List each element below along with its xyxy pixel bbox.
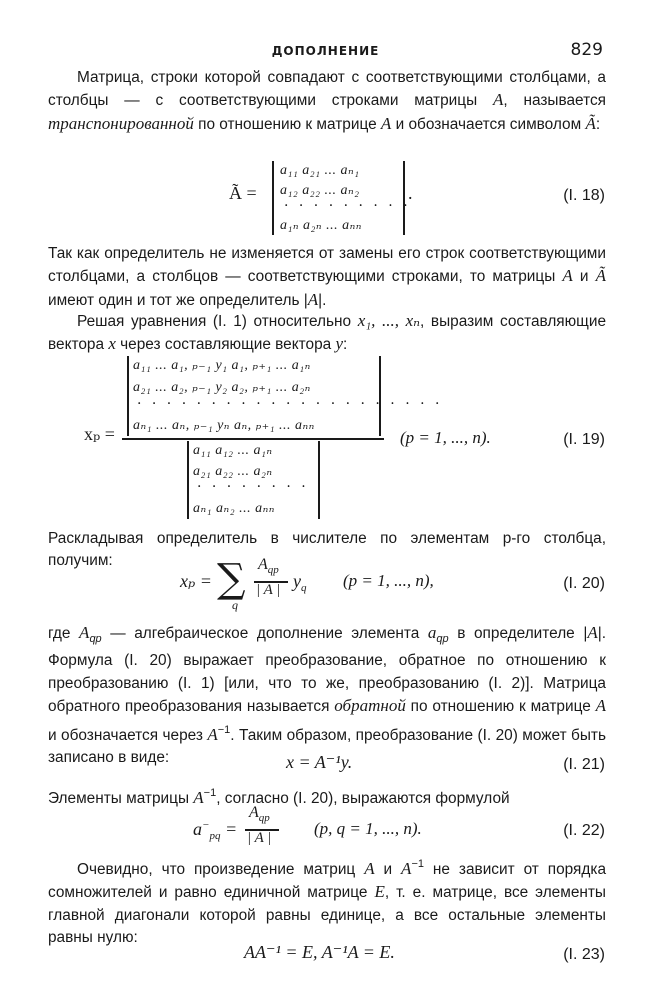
eq19-num-left-bar <box>127 356 129 436</box>
eq18-row-3: a₁ₙ a₂ₙ ... aₙₙ <box>280 218 362 233</box>
eq19-den-dots: · · · · · · · · <box>197 479 309 495</box>
page-number: 829 <box>570 40 603 60</box>
eq21-formula: x = A⁻¹y. <box>286 752 353 772</box>
eq18-left-bar <box>272 161 274 235</box>
eq19-num-dots: · · · · · · · · · · · · · · · · · · · · · <box>137 396 443 412</box>
paragraph-identity-matrix: Очевидно, что произведение матриц A и $A^{-1}$ не зависит от порядка сомножителей и равно единичной матрице E, т. е. матрице, все элементы главной диагонали которой равны единице, а все остальные элементы равны нулю: <box>48 858 607 947</box>
paragraph-transpose-definition: Матрица, строки которой совпадают с соответствующими столбцами, а столбцы — с соответствующими строками матрицы A, называется транспонированной по отношению к матрице A и обозначается символом Ã: <box>48 69 607 133</box>
eq21-number: (I. 21) <box>563 756 605 773</box>
paragraph-solving-equations: Решая уравнения (I. 1) относительно x₁, ..., xₙ, выразим составляющие вектора x через составляющие вектора y: <box>48 311 607 354</box>
eq19-den-left-bar <box>187 441 189 519</box>
eq19-num-row-2: a₂₁ ... a₂, ₚ₋₁ y₂ a₂, ₚ₊₁ ... a₂ₙ <box>133 380 311 395</box>
eq19-condition: (p = 1, ..., n). <box>400 428 491 447</box>
eq20-lhs: xₚ = <box>180 571 212 591</box>
eq22-lhs: $a^-_{pq}$ = <box>193 819 238 842</box>
paragraph-inverse-elements: Элементы матрицы $A^{-1}$, согласно (I. 20), выражаются формулой <box>48 787 510 807</box>
eq22-number: (I. 22) <box>563 822 605 839</box>
eq22-condition: (p, q = 1, ..., n). <box>314 819 422 838</box>
eq20-sigma: ∑ <box>217 556 246 602</box>
eq20-tail: $y_q$ <box>293 571 307 594</box>
eq18-row-2: a₁₂ a₂₂ ... aₙ₂ <box>280 183 360 198</box>
paragraph-determinant-invariance: Так как определитель не изменяется от замены его строк соответствующими столбцами, а столбцов — соответствующими строками, то матрицы A и Ã имеют один и тот же определитель |A|. <box>48 245 606 309</box>
running-title: ДОПОЛНЕНИЕ <box>271 44 380 58</box>
eq18-lhs: Ã = <box>229 183 257 203</box>
eq20-sum-index: q <box>232 598 238 612</box>
eq19-num-row-3: aₙ₁ ... aₙ, ₚ₋₁ yₙ aₙ, ₚ₊₁ ... aₙₙ <box>133 418 315 433</box>
eq19-number: (I. 19) <box>563 431 605 448</box>
eq23-formula: AA⁻¹ = E, A⁻¹A = E. <box>244 942 395 962</box>
eq19-fraction-bar <box>122 438 384 440</box>
eq23-number: (I. 23) <box>563 946 605 963</box>
eq19-lhs: xₚ = <box>84 424 115 444</box>
eq19-num-row-1: a₁₁ ... a₁, ₚ₋₁ y₁ a₁, ₚ₊₁ ... a₁ₙ <box>133 358 311 373</box>
eq20-denominator: | A | <box>256 582 281 598</box>
eq18-period: . <box>408 183 413 203</box>
eq18-row-1: a₁₁ a₂₁ ... aₙ₁ <box>280 163 360 178</box>
eq22-denominator: | A | <box>247 830 272 846</box>
eq20-numerator: $A_{qp}$ <box>258 556 279 576</box>
eq18-dots: · · · · · · · · · <box>284 198 411 214</box>
eq22-numerator: $A_{qp}$ <box>249 804 270 824</box>
eq20-condition: (p = 1, ..., n), <box>343 571 434 590</box>
eq19-den-row-2: a₂₁ a₂₂ ... a₂ₙ <box>193 464 273 479</box>
eq19-den-right-bar <box>318 441 320 519</box>
eq19-den-row-1: a₁₁ a₁₂ ... a₁ₙ <box>193 443 273 458</box>
eq20-number: (I. 20) <box>563 575 605 592</box>
eq18-number: (I. 18) <box>563 187 605 204</box>
paragraph-inverse-definition: где $A_{qp}$ — алгебраическое дополнение элемента $a_{qp}$ в определителе |A|. Формула (I. 20) выражает преобразование, обратное по отношению к преобразованию (I. 1) [или, что то же, преобразованию (I. 2)]. Матрица обратного преобразования называется обратной по отношению к матрице A и обозначается через $A^{-1}$. Таким образом, преобразование (I. 20) может быть записано в виде: <box>48 623 606 767</box>
eq19-den-row-3: aₙ₁ aₙ₂ ... aₙₙ <box>193 501 275 516</box>
paragraph-expansion: Раскладывая определитель в числителе по элементам p-го столбца, получим: <box>48 530 606 570</box>
